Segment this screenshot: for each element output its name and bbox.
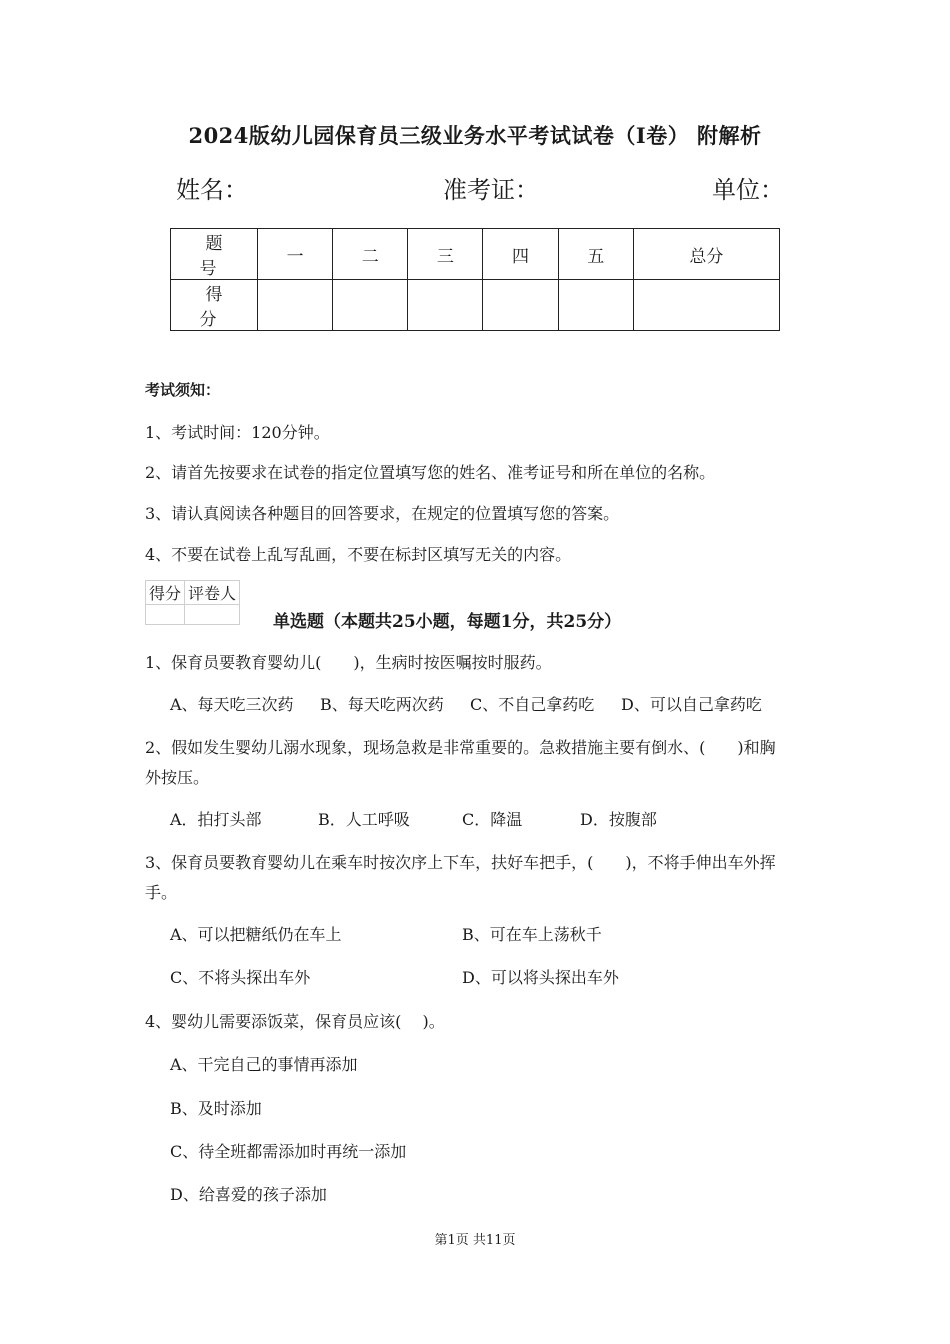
question-2-option-c[interactable]: C．降温 — [462, 810, 523, 829]
section-heading: 单选题（本题共25小题，每题1分，共25分） — [273, 612, 622, 632]
question-2-option-d[interactable]: D．按腹部 — [580, 810, 657, 829]
score-table-header-row — [171, 229, 780, 280]
question-1-stem: 1、保育员要教育婴幼儿( )，生病时按医嘱按时服药。 — [145, 653, 552, 672]
section-4-header: 四 — [483, 229, 558, 280]
notice-item: 1、考试时间：120分钟。 — [145, 423, 330, 442]
score-table — [170, 228, 780, 331]
section-3-header: 三 — [408, 229, 483, 280]
score-cell-4[interactable] — [483, 280, 558, 331]
document-title: 2024版幼儿园保育员三级业务水平考试试卷（I卷） 附解析 — [188, 123, 762, 148]
question-2-stem: 2、假如发生婴幼儿溺水现象，现场急救是非常重要的。急救措施主要有倒水、( )和胸 — [145, 738, 776, 757]
score-cell-3[interactable] — [408, 280, 483, 331]
question-1-option-b[interactable]: B、每天吃两次药 — [320, 695, 444, 714]
question-2-option-a[interactable]: A．拍打头部 — [170, 810, 262, 829]
question-3-option-a[interactable]: A、可以把糖纸仍在车上 — [170, 925, 342, 944]
section-1-header: 一 — [258, 229, 333, 280]
question-2-stem-continued: 外按压。 — [145, 768, 210, 787]
grader-score-cell[interactable] — [146, 605, 185, 625]
question-4-stem: 4、婴幼儿需要添饭菜，保育员应该( )。 — [145, 1012, 445, 1031]
score-cell-total[interactable] — [633, 280, 779, 331]
question-3-stem-continued: 手。 — [145, 883, 178, 902]
question-1-option-a[interactable]: A、每天吃三次药 — [170, 695, 294, 714]
question-3-option-d[interactable]: D、可以将头探出车外 — [462, 968, 619, 987]
question-4-option-d[interactable]: D、给喜爱的孩子添加 — [170, 1185, 327, 1204]
score-cell-1[interactable] — [258, 280, 333, 331]
name-field-label: 姓名： — [176, 176, 248, 204]
question-1-option-d[interactable]: D、可以自己拿药吃 — [621, 695, 762, 714]
question-4-option-c[interactable]: C、待全班都需添加时再统一添加 — [170, 1142, 407, 1161]
score-cell-2[interactable] — [333, 280, 408, 331]
notice-item: 2、请首先按要求在试卷的指定位置填写您的姓名、准考证号和所在单位的名称。 — [145, 463, 716, 482]
grader-name-cell[interactable] — [185, 605, 240, 625]
question-4-option-a[interactable]: A、干完自己的事情再添加 — [170, 1055, 358, 1074]
question-2-option-b[interactable]: B．人工呼吸 — [318, 810, 410, 829]
page-footer: 第1页 共11页 — [434, 1233, 516, 1248]
question-3-stem: 3、保育员要教育婴幼儿在乘车时按次序上下车，扶好车把手，( )，不将手伸出车外挥 — [145, 853, 776, 872]
grader-name-label: 评卷人 — [185, 581, 240, 605]
grader-score-label: 得分 — [146, 581, 185, 605]
score-table-score-row — [171, 280, 780, 331]
unit-field-label: 单位： — [712, 176, 784, 204]
total-header: 总分 — [633, 229, 779, 280]
question-3-option-b[interactable]: B、可在车上荡秋千 — [462, 925, 602, 944]
question-4-option-b[interactable]: B、及时添加 — [170, 1099, 262, 1118]
question-3-option-c[interactable]: C、不将头探出车外 — [170, 968, 311, 987]
question-number-label: 题 号 — [171, 229, 258, 280]
notice-item: 4、不要在试卷上乱写乱画，不要在标封区填写无关的内容。 — [145, 545, 572, 564]
score-row-label: 得 分 — [171, 280, 258, 331]
score-cell-5[interactable] — [558, 280, 633, 331]
grader-box — [145, 580, 240, 625]
notice-heading: 考试须知： — [145, 381, 221, 399]
question-1-option-c[interactable]: C、不自己拿药吃 — [470, 695, 595, 714]
section-5-header: 五 — [558, 229, 633, 280]
exam-id-field-label: 准考证： — [443, 176, 539, 204]
section-2-header: 二 — [333, 229, 408, 280]
notice-item: 3、请认真阅读各种题目的回答要求，在规定的位置填写您的答案。 — [145, 504, 620, 523]
